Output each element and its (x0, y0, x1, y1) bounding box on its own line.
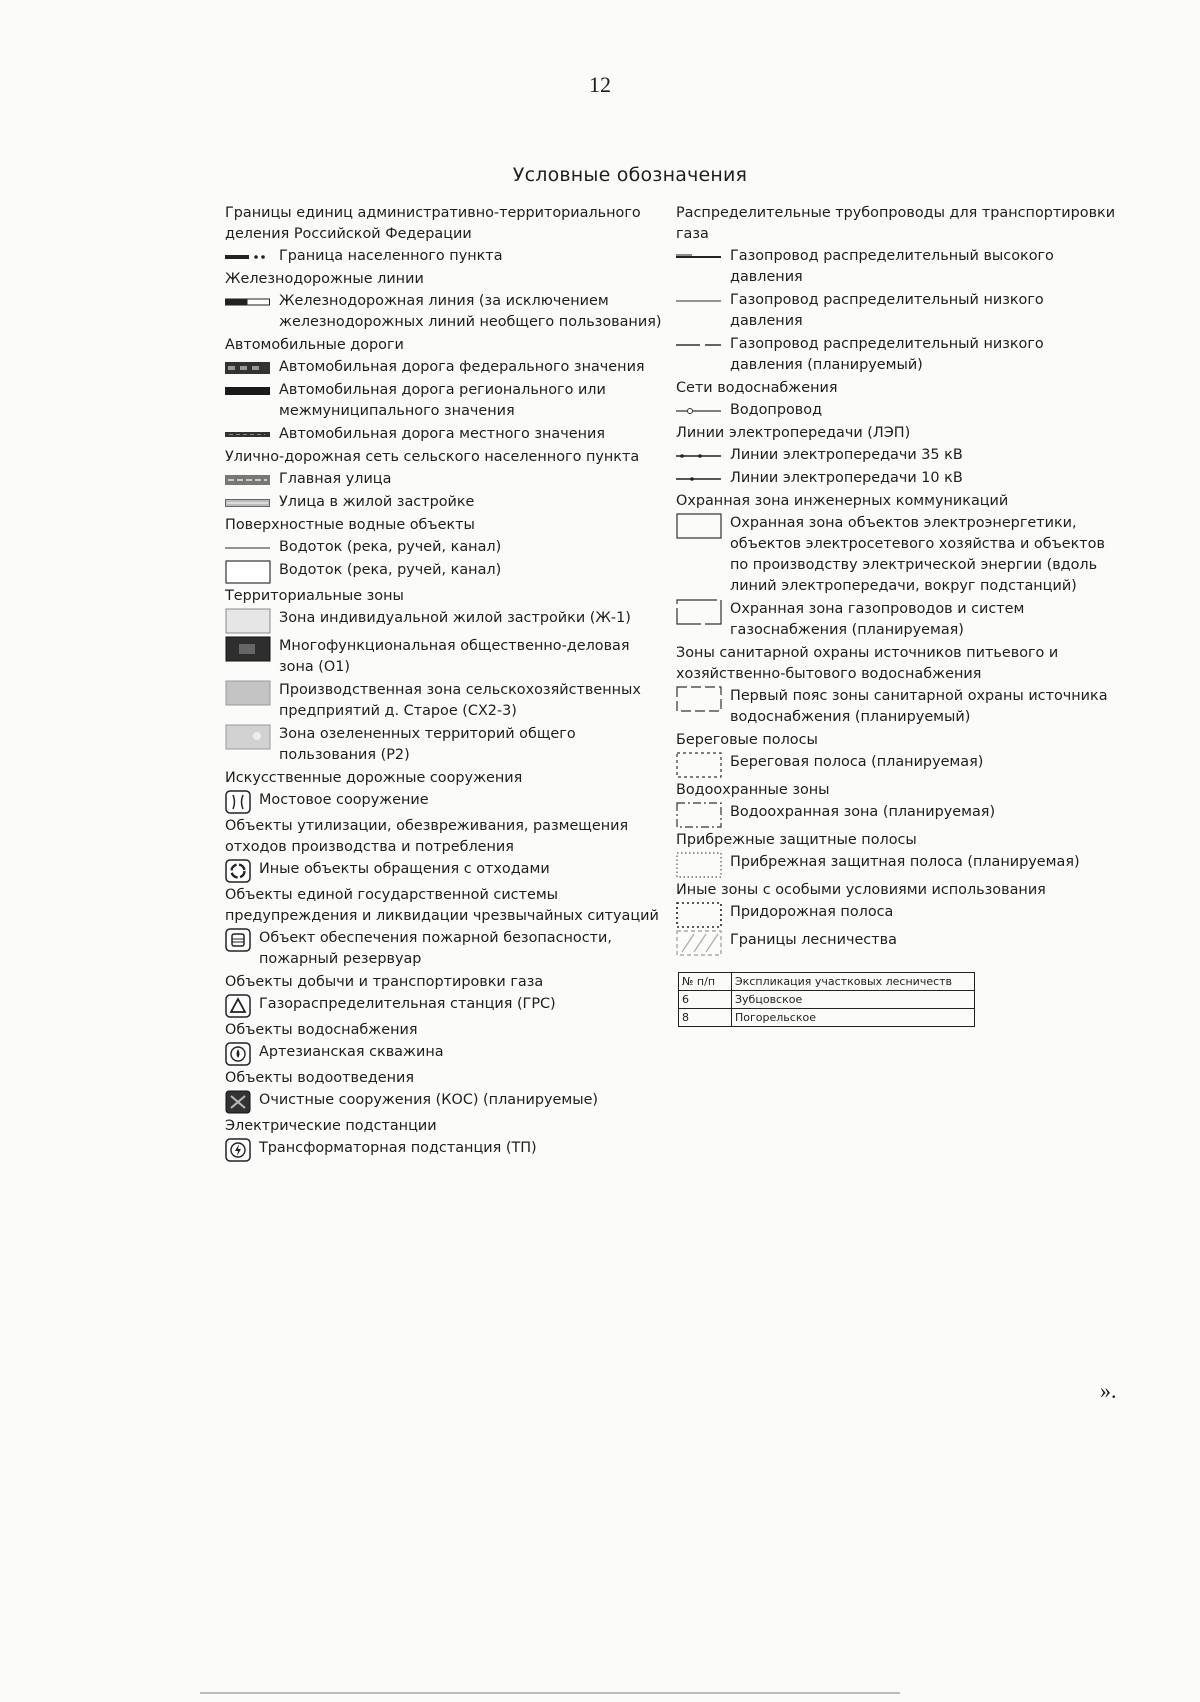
legend-group (225, 203, 665, 267)
group-title: Береговые полосы (676, 732, 818, 748)
legend-item (225, 994, 665, 1018)
table-header-cell: № п/п (679, 973, 732, 991)
settlement-boundary-icon (225, 246, 279, 267)
legend-item (225, 680, 665, 722)
legend-item (676, 599, 1116, 641)
legend-item (676, 445, 1116, 466)
legend-group (676, 880, 1116, 956)
legend-item-label: Газопровод распределительный высокого давления (730, 248, 1054, 285)
table-header-cell: Экспликация участковых лесничеств (732, 973, 975, 991)
legend-group (225, 1068, 665, 1114)
main-street-icon (225, 469, 279, 490)
local-road-icon (225, 424, 279, 445)
legend-left-column (225, 203, 665, 1164)
watercourse-area-icon (225, 560, 279, 584)
sanitary-zone-icon (676, 686, 730, 712)
table-cell: Погорельское (732, 1009, 975, 1027)
legend-item (225, 380, 665, 422)
legend-item-label: Линии электропередачи 10 кВ (730, 470, 963, 486)
group-title: Объекты водоотведения (225, 1070, 415, 1086)
group-title: Объекты утилизации, обезвреживания, размещения отходов производства и потребления (225, 818, 629, 855)
legend-item (676, 930, 1116, 956)
zone-o1-icon (225, 636, 279, 662)
legend-group (225, 586, 665, 766)
forestry-table-wrapper (678, 972, 1116, 1027)
legend-item (225, 560, 665, 584)
table-cell: 8 (679, 1009, 732, 1027)
legend-item (676, 400, 1116, 421)
legend-item-label: Автомобильная дорога местного значения (279, 426, 605, 442)
group-title: Водоохранные зоны (676, 782, 830, 798)
legend-item (225, 492, 665, 513)
legend-item-label: Водоохранная зона (планируемая) (730, 804, 996, 820)
group-title: Искусственные дорожные сооружения (225, 770, 523, 786)
gas-high-pressure-icon (676, 246, 730, 267)
gas-protection-zone-icon (676, 599, 730, 625)
legend-item-label: Придорожная полоса (730, 904, 894, 920)
coastal-protection-strip-icon (676, 852, 730, 878)
group-title: Иные зоны с особыми условиями использования (676, 882, 1046, 898)
regional-road-icon (225, 380, 279, 401)
group-title: Распределительные трубопроводы для транспортировки газа (676, 205, 1116, 242)
group-title: Линии электропередачи (ЛЭП) (676, 425, 911, 441)
legend-item-label: Зона индивидуальной жилой застройки (Ж-1) (279, 610, 631, 626)
watercourse-line-icon (225, 537, 279, 558)
legend-item-label: Многофункциональная общественно-деловая зона (О1) (279, 638, 630, 675)
closing-quote-mark: ». (1100, 1378, 1117, 1403)
scan-artifact-line (200, 1692, 900, 1694)
legend-item-label: Автомобильная дорога федерального значения (279, 359, 645, 375)
legend-item-label: Улица в жилой застройке (279, 494, 475, 510)
legend-item-label: Иные объекты обращения с отходами (259, 861, 550, 877)
forestry-table (678, 972, 975, 1027)
zone-p2-icon (225, 724, 279, 750)
legend-item (676, 852, 1116, 878)
legend-item-label: Граница населенного пункта (279, 248, 503, 264)
legend-group (225, 972, 665, 1018)
legend-item (676, 686, 1116, 728)
group-title: Охранная зона инженерных коммуникаций (676, 493, 1009, 509)
group-title: Электрические подстанции (225, 1118, 437, 1134)
legend-group (676, 203, 1116, 376)
table-cell: 6 (679, 991, 732, 1009)
legend-item-label: Водопровод (730, 402, 823, 418)
legend-item (225, 636, 665, 678)
legend-group (225, 335, 665, 445)
bridge-icon (225, 790, 259, 814)
group-title: Объекты водоснабжения (225, 1022, 418, 1038)
waste-recycling-icon (225, 859, 259, 883)
federal-road-icon (225, 357, 279, 378)
table-row (679, 991, 975, 1009)
legend-item (676, 246, 1116, 288)
group-title: Сети водоснабжения (676, 380, 838, 396)
railway-line-icon (225, 291, 279, 312)
legend-item-label: Мостовое сооружение (259, 792, 429, 808)
gas-low-pressure-planned-icon (676, 334, 730, 355)
legend-item (225, 1042, 665, 1066)
legend-item-label: Объект обеспечения пожарной безопасности, пожарный резервуар (259, 930, 612, 967)
legend-group (225, 269, 665, 333)
legend-item (676, 468, 1116, 489)
legend-item-label: Зона озелененных территорий общего пользования (Р2) (279, 726, 576, 763)
legend-item (676, 513, 1116, 597)
group-title: Поверхностные водные объекты (225, 517, 475, 533)
legend-group (225, 768, 665, 814)
legend-item (225, 1138, 665, 1162)
zone-zh1-icon (225, 608, 279, 634)
legend-item-label: Водоток (река, ручей, канал) (279, 539, 502, 555)
legend-item-label: Артезианская скважина (259, 1044, 444, 1060)
legend-group (676, 643, 1116, 728)
legend-item (225, 424, 665, 445)
group-title: Объекты единой государственной системы предупреждения и ликвидации чрезвычайных ситуаций (225, 887, 659, 924)
legend-item-label: Производственная зона сельскохозяйственных предприятий д. Старое (СХ2-3) (279, 682, 641, 719)
legend-group (676, 423, 1116, 489)
legend-item-label: Линии электропередачи 35 кВ (730, 447, 963, 463)
residential-street-icon (225, 492, 279, 513)
legend-item-label: Трансформаторная подстанция (ТП) (259, 1140, 537, 1156)
group-title: Улично-дорожная сеть сельского населенного пункта (225, 449, 640, 465)
legend-item-label: Газораспределительная станция (ГРС) (259, 996, 556, 1012)
group-title: Границы единиц административно-территориального деления Российской Федерации (225, 205, 641, 242)
legend-item (676, 752, 1116, 778)
legend-item (225, 357, 665, 378)
power-line-10kv-icon (676, 468, 730, 489)
legend-item (676, 334, 1116, 376)
legend-group (676, 730, 1116, 778)
legend-item-label: Охранная зона газопроводов и систем газоснабжения (планируемая) (730, 601, 1025, 638)
legend-item-label: Водоток (река, ручей, канал) (279, 562, 502, 578)
group-title: Автомобильные дороги (225, 337, 404, 353)
legend-group (676, 780, 1116, 828)
legend-right-column (676, 203, 1116, 1027)
legend-group (225, 885, 665, 970)
legend-item-label: Очистные сооружения (КОС) (планируемые) (259, 1092, 599, 1108)
legend-group (225, 816, 665, 883)
water-pipeline-icon (676, 400, 730, 421)
legend-item (225, 608, 665, 634)
group-title: Железнодорожные линии (225, 271, 424, 287)
group-title: Объекты добычи и транспортировки газа (225, 974, 544, 990)
table-row (679, 1009, 975, 1027)
water-protection-zone-icon (676, 802, 730, 828)
group-title: Территориальные зоны (225, 588, 404, 604)
forestry-boundary-icon (676, 930, 730, 956)
roadside-strip-icon (676, 902, 730, 928)
legend-group (225, 1116, 665, 1162)
zone-sx23-icon (225, 680, 279, 706)
power-protection-zone-icon (676, 513, 730, 539)
legend-item (676, 802, 1116, 828)
legend-title: Условные обозначения (512, 164, 748, 186)
legend-item (225, 246, 665, 267)
legend-item (225, 291, 665, 333)
legend-item (225, 928, 665, 970)
legend-item-label: Первый пояс зоны санитарной охраны источника водоснабжения (планируемый) (730, 688, 1108, 725)
legend-item-label: Прибрежная защитная полоса (планируемая) (730, 854, 1080, 870)
shore-strip-icon (676, 752, 730, 778)
page-number: 12 (589, 72, 611, 97)
table-cell: Зубцовское (732, 991, 975, 1009)
transformer-substation-icon (225, 1138, 259, 1162)
legend-item (676, 290, 1116, 332)
legend-item (225, 859, 665, 883)
group-title: Зоны санитарной охраны источников питьевого и хозяйственно-бытового водоснабжения (676, 645, 1059, 682)
fire-reservoir-icon (225, 928, 259, 952)
legend-item (225, 790, 665, 814)
group-title: Прибрежные защитные полосы (676, 832, 917, 848)
legend-item (676, 902, 1116, 928)
power-line-35kv-icon (676, 445, 730, 466)
legend-item-label: Береговая полоса (планируемая) (730, 754, 984, 770)
legend-item-label: Газопровод распределительный низкого давления (730, 292, 1044, 329)
legend-item-label: Железнодорожная линия (за исключением железнодорожных линий необщего пользования) (279, 293, 662, 330)
legend-group (225, 515, 665, 584)
legend-item (225, 724, 665, 766)
table-header-row (679, 973, 975, 991)
legend-item-label: Автомобильная дорога регионального или межмуниципального значения (279, 382, 606, 419)
legend-item-label: Границы лесничества (730, 932, 897, 948)
artesian-well-icon (225, 1042, 259, 1066)
legend-group (676, 378, 1116, 421)
legend-item (225, 469, 665, 490)
legend-group (676, 491, 1116, 641)
legend-item-label: Главная улица (279, 471, 392, 487)
gas-low-pressure-icon (676, 290, 730, 311)
legend-group (225, 1020, 665, 1066)
legend-item (225, 1090, 665, 1114)
legend-item-label: Охранная зона объектов электроэнергетики, объектов электросетевого хозяйства и объектов по производству электрической энергии (вдоль линий электропередачи, вокруг подстанций) (730, 515, 1105, 594)
legend-group (225, 447, 665, 513)
legend-item (225, 537, 665, 558)
gas-distribution-station-icon (225, 994, 259, 1018)
treatment-facility-icon (225, 1090, 259, 1114)
legend-group (676, 830, 1116, 878)
legend-item-label: Газопровод распределительный низкого давления (планируемый) (730, 336, 1044, 373)
